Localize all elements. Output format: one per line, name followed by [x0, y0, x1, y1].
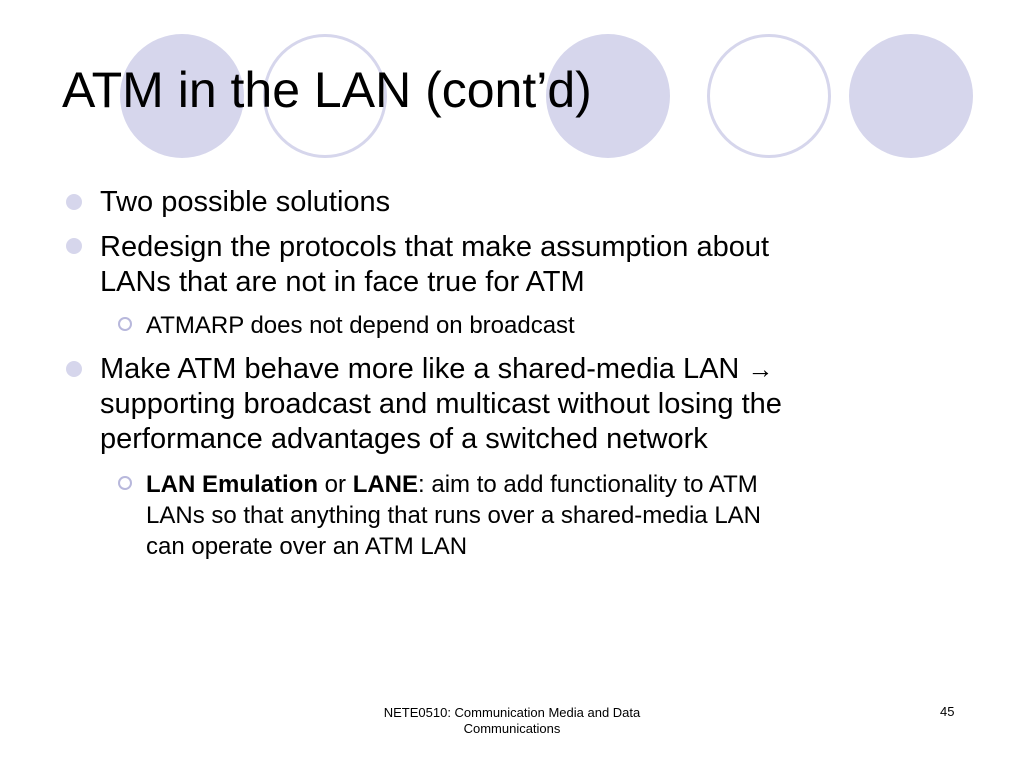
sub-bullet-text-line: can operate over an ATM LAN [146, 533, 468, 560]
sub-bullet-text: ATMARP does not depend on broadcast [146, 312, 575, 339]
bullet-text-line: Redesign the protocols that make assumption about [100, 231, 770, 263]
slide-title: ATM in the LAN (cont’d) [62, 62, 592, 118]
page-number: 45 [940, 704, 955, 719]
bullet-item [100, 352, 782, 457]
decorative-circle-filled [849, 34, 973, 158]
filled-circle-bullet-icon [66, 238, 82, 254]
bullet-text-line: LANs that are not in face true for ATM [100, 266, 585, 298]
term-lane: LANE [352, 471, 419, 498]
sub-bullet-item [146, 310, 575, 341]
hollow-circle-bullet-icon [118, 317, 132, 331]
term-lan-emulation: LAN Emulation [146, 471, 318, 498]
bullet-item [100, 185, 390, 220]
filled-circle-bullet-icon [66, 361, 82, 377]
bullet-item [100, 230, 769, 300]
sub-bullet-text-line: LANs so that anything that runs over a shared-media LAN [146, 502, 761, 529]
connector-text: or [318, 471, 353, 498]
sub-bullet-item [146, 469, 761, 562]
bullet-text-line: performance advantages of a switched network [100, 423, 708, 455]
sub-bullet-text: : aim to add functionality to ATM [418, 471, 758, 498]
hollow-circle-bullet-icon [118, 476, 132, 490]
footer-line: Communications [463, 721, 561, 736]
slide-footer [330, 705, 694, 737]
bullet-text-line: supporting broadcast and multicast without losing the [100, 388, 782, 420]
footer-line: NETE0510: Communication Media and Data [383, 705, 641, 720]
decorative-circle-outlined [707, 34, 831, 158]
filled-circle-bullet-icon [66, 194, 82, 210]
arrow-right-icon: → [747, 354, 774, 384]
bullet-text-line: Make ATM behave more like a shared-media LAN [100, 353, 740, 385]
bullet-text: Two possible solutions [100, 186, 391, 218]
